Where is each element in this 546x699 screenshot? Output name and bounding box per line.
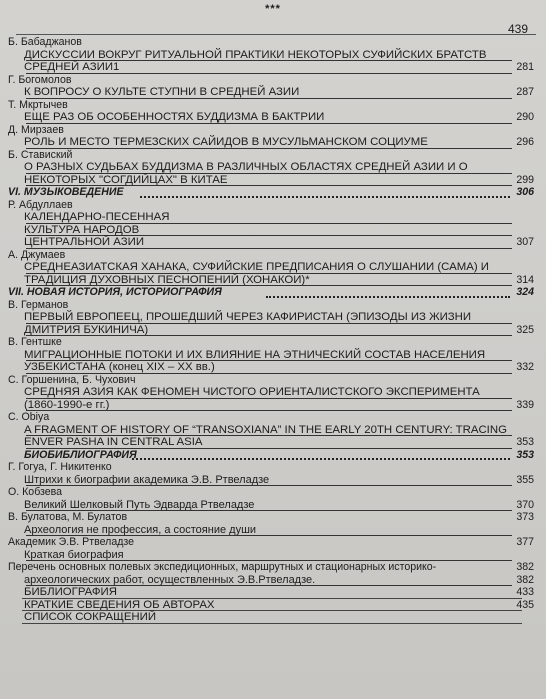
toc-title: МИГРАЦИОННЫЕ ПОТОКИ И ИХ ВЛИЯНИЕ НА ЭТНИЧЕСКИЙ СОСТАВ НАСЕЛЕНИЯ (24, 348, 486, 361)
toc-row (4, 361, 542, 374)
toc-row (4, 424, 542, 437)
toc-row (4, 186, 542, 199)
toc-section-heading: VII. НОВАЯ ИСТОРИЯ, ИСТОРИОГРАФИЯ (8, 286, 222, 298)
toc-row (4, 474, 542, 487)
toc-page-number: 324 (516, 286, 534, 298)
toc-title: КРАТКИЕ СВЕДЕНИЯ ОБ АВТОРАХ (24, 598, 215, 611)
toc-title: Археология не профессия, а состояние души (24, 523, 257, 536)
toc-author: Т. Мкртычев (8, 98, 68, 111)
toc-row (4, 449, 542, 462)
toc-author: Б. Ставиский (8, 148, 73, 161)
toc-page-number: 325 (516, 323, 534, 336)
toc-row (4, 499, 542, 512)
toc-page-number: 287 (516, 86, 534, 98)
toc-page-number: 370 (516, 498, 534, 511)
toc-page-number: 382 (516, 561, 534, 573)
toc-row (4, 224, 542, 237)
toc-row (4, 49, 542, 62)
toc-row (4, 574, 542, 587)
toc-title: СРЕДНЯЯ АЗИЯ КАК ФЕНОМЕН ЧИСТОГО ОРИЕНТАЛИСТСКОГО ЭКСПЕРИМЕНТА (24, 386, 480, 398)
toc-row (4, 286, 542, 299)
header-rule (16, 34, 536, 35)
toc-row (4, 161, 542, 174)
title-underline (22, 623, 522, 624)
toc-page-number: 353 (516, 436, 534, 448)
toc-row (4, 249, 542, 262)
toc-row (4, 236, 542, 249)
toc-author: Р. Абдуллаев (8, 198, 73, 211)
toc-author: В. Германов (8, 298, 69, 311)
toc-page-number: 353 (516, 448, 534, 461)
toc-page-number: 339 (516, 398, 534, 411)
toc-row (4, 174, 542, 187)
toc-author: Перечень основных полевых экспедиционных, маршрутных и стационарных историко- (8, 561, 437, 573)
toc-title: ДМИТРИЯ БУКИНИЧА) (24, 323, 149, 336)
table-of-contents (4, 36, 542, 624)
toc-title: Краткая биография (24, 548, 124, 561)
toc-page-number: 296 (516, 136, 534, 148)
toc-row (4, 199, 542, 212)
toc-section-heading: БИОБИБЛИОГРАФИЯ (24, 448, 137, 461)
toc-author: C. Obiya (8, 411, 50, 423)
toc-row (4, 261, 542, 274)
toc-row (4, 461, 542, 474)
toc-author: В. Гентшке (8, 336, 62, 348)
toc-row (4, 399, 542, 412)
toc-title: БИБЛИОГРАФИЯ (24, 586, 117, 598)
toc-page-number: 306 (516, 186, 534, 198)
toc-author: Б. Бабаджанов (8, 36, 82, 48)
toc-page-number: 433 (516, 586, 534, 598)
toc-row (4, 549, 542, 562)
toc-row (4, 436, 542, 449)
toc-title: СРЕДНЕАЗИАТСКАЯ ХАНАКА, СУФИЙСКИЕ ПРЕДПИСАНИЯ О СЛУШАНИИ (САМА) И (24, 261, 489, 273)
section-dotted-leader (266, 296, 510, 298)
toc-row (4, 486, 542, 499)
toc-title: КУЛЬТУРА НАРОДОВ (24, 223, 140, 236)
section-dotted-leader (132, 458, 510, 460)
toc-page-number: 290 (516, 111, 534, 123)
toc-row (4, 599, 542, 612)
toc-title: Штрихи к биографии академика Э.В. Ртвеладзе (24, 473, 270, 486)
toc-title: археологических работ, осуществленных Э.В.Ртвеладзе. (24, 573, 316, 586)
toc-page-number: 314 (516, 273, 534, 286)
toc-title: РОЛЬ И МЕСТО ТЕРМЕЗСКИХ САЙИДОВ В МУСУЛЬМАНСКОМ СОЦИУМЕ (24, 136, 428, 148)
toc-row (4, 386, 542, 399)
toc-row (4, 611, 542, 624)
toc-page-number: 355 (516, 473, 534, 486)
toc-title: КАЛЕНДАРНО-ПЕСЕННАЯ (24, 211, 170, 223)
toc-author: О. Кобзева (8, 486, 63, 498)
toc-page-number: 435 (516, 598, 534, 611)
toc-title: ТРАДИЦИЯ ДУХОВНЫХ ПЕСНОПЕНИЙ (ХОНАКОИ)* (24, 273, 310, 286)
toc-row (4, 86, 542, 99)
toc-row (4, 299, 542, 312)
toc-row (4, 374, 542, 387)
toc-title: (1860-1990-е гг.) (24, 398, 110, 411)
toc-title: ENVER PASHA IN CENTRAL ASIA (24, 436, 203, 448)
toc-page-number: 382 (516, 573, 534, 586)
toc-row (4, 511, 542, 524)
header-stars: *** (265, 3, 281, 15)
toc-title: НЕКОТОРЫХ "СОГДИЙЦАХ" В КИТАЕ (24, 173, 228, 186)
toc-title: Великий Шелковый Путь Эдварда Ртвеладзе (24, 498, 255, 511)
toc-author: Г. Гогуа, Г. Никитенко (8, 461, 112, 473)
page-number: 439 (508, 22, 529, 36)
toc-row (4, 74, 542, 87)
toc-row (4, 36, 542, 49)
toc-row (4, 536, 542, 549)
toc-row (4, 124, 542, 137)
toc-author: Д. Мирзаев (8, 123, 64, 136)
toc-author: А. Джумаев (8, 248, 66, 261)
toc-page-number: 373 (516, 511, 534, 523)
toc-title: О РАЗНЫХ СУДЬБАХ БУДДИЗМА В РАЗЛИЧНЫХ ОБЛАСТЯХ СРЕДНЕЙ АЗИИ И О (24, 161, 468, 173)
toc-row (4, 274, 542, 287)
toc-row (4, 211, 542, 224)
toc-row (4, 324, 542, 337)
toc-title: СПИСОК СОКРАЩЕНИЙ (24, 611, 157, 623)
toc-row (4, 349, 542, 362)
toc-title: ЕЩЕ РАЗ ОБ ОСОБЕННОСТЯХ БУДДИЗМА В БАКТРИИ (24, 111, 325, 123)
toc-row (4, 586, 542, 599)
toc-title: A FRAGMENT OF HISTORY OF “TRANSOXIANA” IN THE EARLY 20TH CENTURY: TRACING (24, 423, 507, 436)
toc-author: Г. Богомолов (8, 73, 72, 86)
toc-row (4, 61, 542, 74)
toc-title: ЦЕНТРАЛЬНОЙ АЗИИ (24, 236, 145, 248)
toc-row (4, 336, 542, 349)
toc-page-number: 377 (516, 536, 534, 548)
toc-title: ПЕРВЫЙ ЕВРОПЕЕЦ, ПРОШЕДШИЙ ЧЕРЕЗ КАФИРИСТАН (ЭПИЗОДЫ ИЗ ЖИЗНИ (24, 311, 472, 323)
toc-row (4, 111, 542, 124)
toc-author: В. Булатова, М. Булатов (8, 511, 128, 523)
toc-row (4, 561, 542, 574)
toc-row (4, 99, 542, 112)
toc-row (4, 149, 542, 162)
toc-title: ДИСКУССИИ ВОКРУГ РИТУАЛЬНОЙ ПРАКТИКИ НЕКОТОРЫХ СУФИЙСКИХ БРАТСТВ (24, 48, 487, 61)
toc-row (4, 136, 542, 149)
toc-title: УЗБЕКИСТАНА (конец XIX – XX вв.) (24, 361, 215, 373)
toc-author: Академик Э.В. Ртвеладзе (8, 536, 135, 548)
toc-page-number: 281 (516, 61, 534, 73)
toc-section-heading: VI. МУЗЫКОВЕДЕНИЕ (8, 186, 124, 198)
toc-row (4, 311, 542, 324)
toc-author: С. Горшенина, Б. Чухович (8, 373, 136, 386)
toc-row (4, 524, 542, 537)
toc-page-number: 307 (516, 236, 534, 248)
toc-title: СРЕДНЕЙ АЗИИ1 (24, 61, 120, 73)
toc-title: К ВОПРОСУ О КУЛЬТЕ СТУПНИ В СРЕДНЕЙ АЗИИ (24, 86, 300, 98)
toc-page-number: 299 (516, 173, 534, 186)
toc-row (4, 411, 542, 424)
section-dotted-leader (140, 196, 510, 198)
toc-page-number: 332 (516, 361, 534, 373)
